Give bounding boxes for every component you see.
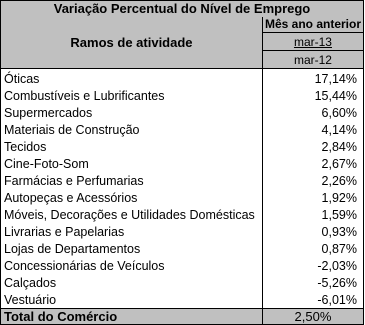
activity-cell: Tecidos xyxy=(1,138,263,155)
activity-cell: Vestuário xyxy=(1,291,263,309)
value-cell: 17,14% xyxy=(262,69,363,88)
total-label: Total do Comércio xyxy=(1,309,263,325)
table-row xyxy=(1,274,364,291)
activity-cell: Móveis, Decorações e Utilidades Domésticas xyxy=(1,206,263,223)
table-row xyxy=(1,155,364,172)
table-row xyxy=(1,189,364,206)
value-cell: 4,14% xyxy=(262,121,363,138)
table-row xyxy=(1,257,364,274)
table-row xyxy=(1,138,364,155)
activity-cell: Materiais de Construção xyxy=(1,121,263,138)
total-value: 2,50% xyxy=(262,309,363,325)
comparison-column-header: Mês ano anterior xyxy=(262,17,363,33)
activity-cell: Calçados xyxy=(1,274,263,291)
value-cell: 15,44% xyxy=(262,87,363,104)
value-cell: -2,03% xyxy=(262,257,363,274)
value-cell: 0,87% xyxy=(262,240,363,257)
activity-cell: Autopeças e Acessórios xyxy=(1,189,263,206)
table-title: Variação Percentual do Nível de Emprego xyxy=(0,0,364,18)
activity-cell: Farmácias e Perfumarias xyxy=(1,172,263,189)
activity-cell: Cine-Foto-Som xyxy=(1,155,263,172)
value-cell: 1,59% xyxy=(262,206,363,223)
table-row xyxy=(1,104,364,121)
value-cell: 1,92% xyxy=(262,189,363,206)
value-cell: 6,60% xyxy=(262,104,363,121)
total-row xyxy=(1,309,364,325)
value-cell: 2,84% xyxy=(262,138,363,155)
data-table xyxy=(0,17,364,325)
table-body xyxy=(1,69,364,309)
activity-cell: Combustíveis e Lubrificantes xyxy=(1,87,263,104)
table-row xyxy=(1,206,364,223)
value-cell: 0,93% xyxy=(262,223,363,240)
value-cell: -5,26% xyxy=(262,274,363,291)
table-row xyxy=(1,121,364,138)
header-row-1 xyxy=(1,17,364,33)
activity-column-header: Ramos de atividade xyxy=(1,17,263,69)
value-cell: -6,01% xyxy=(262,291,363,309)
activity-cell: Supermercados xyxy=(1,104,263,121)
activity-cell: Lojas de Departamentos xyxy=(1,240,263,257)
activity-cell: Óticas xyxy=(1,69,263,88)
table-row xyxy=(1,223,364,240)
table-row xyxy=(1,291,364,309)
table-row xyxy=(1,172,364,189)
activity-cell: Concessionárias de Veículos xyxy=(1,257,263,274)
activity-cell: Livrarias e Papelarias xyxy=(1,223,263,240)
period-previous-header: mar-12 xyxy=(262,51,363,69)
period-current-header: mar-13 xyxy=(262,33,363,51)
table-row xyxy=(1,69,364,88)
value-cell: 2,67% xyxy=(262,155,363,172)
table-row xyxy=(1,240,364,257)
value-cell: 2,26% xyxy=(262,172,363,189)
table-row xyxy=(1,87,364,104)
